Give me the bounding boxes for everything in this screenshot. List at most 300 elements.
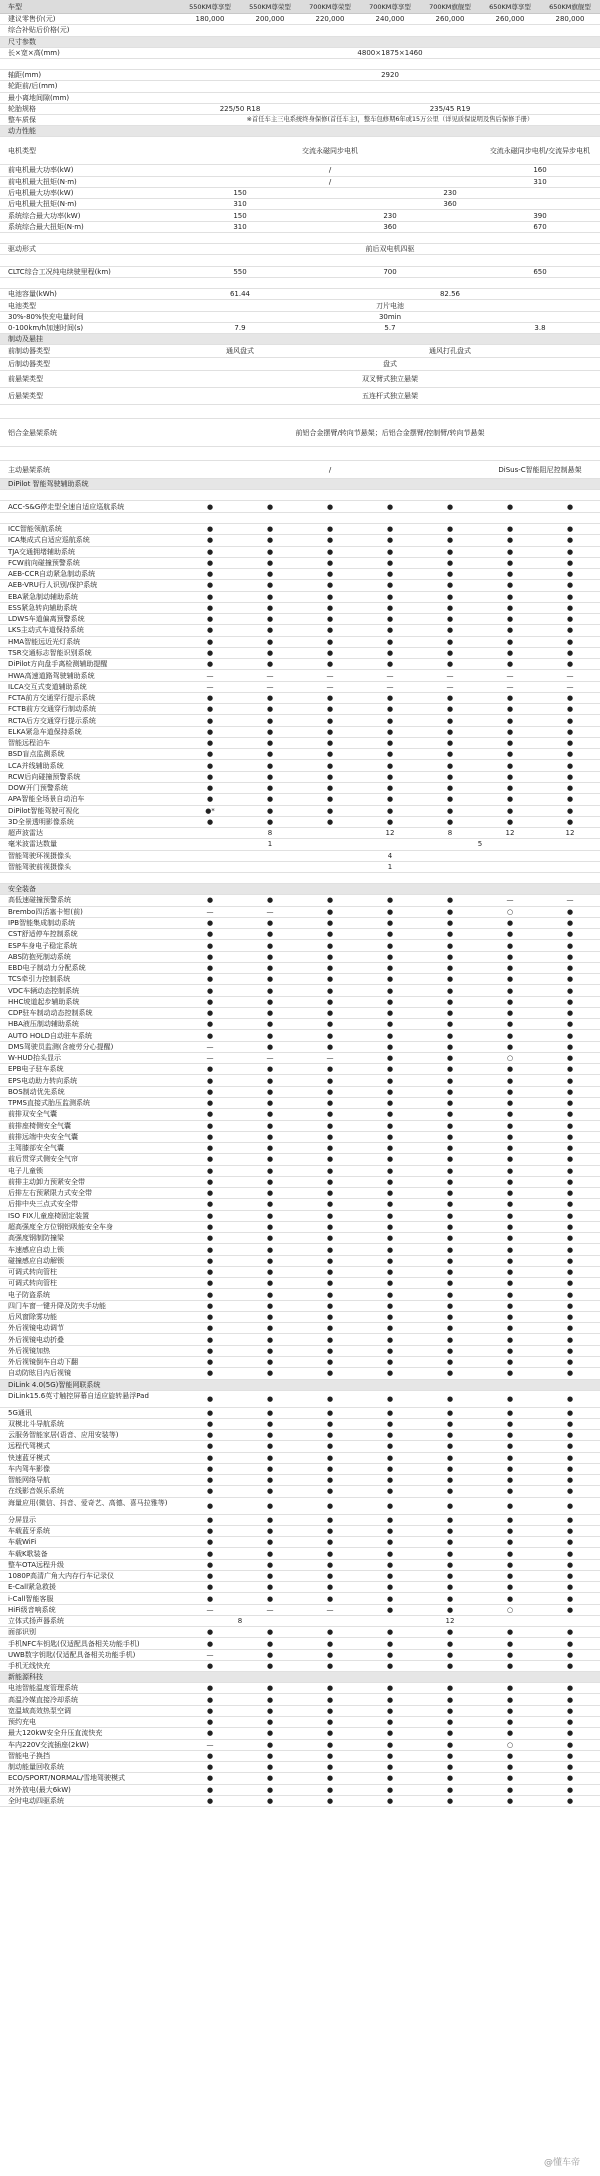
spec-label: HBA液压制动辅助系统: [8, 1020, 79, 1029]
spec-value: ●: [506, 626, 514, 635]
spec-value: ●: [386, 817, 394, 826]
spec-value: ●: [386, 536, 394, 545]
spec-value: ●: [206, 1538, 214, 1547]
spec-value: ●: [566, 1189, 574, 1198]
spec-value: ●: [566, 637, 574, 646]
spec-row: [0, 637, 600, 648]
spec-label: DOW开门预警系统: [8, 784, 68, 793]
spec-value: ●: [446, 705, 454, 714]
spec-value: ●: [446, 1501, 454, 1510]
spec-value: ●: [386, 1419, 394, 1428]
spec-label: 轮胎规格: [8, 104, 36, 113]
spec-row: [0, 794, 600, 805]
spec-value: ●: [566, 1245, 574, 1254]
spec-label: ESP车身电子稳定系统: [8, 941, 78, 950]
spec-value: ●: [206, 975, 214, 984]
spec-value: ●: [386, 1234, 394, 1243]
spec-value: ●: [386, 1245, 394, 1254]
spec-value: ●: [266, 1751, 274, 1760]
spec-value: ●: [386, 649, 394, 657]
spec-row: [0, 312, 600, 323]
spec-value: ●: [506, 1200, 514, 1209]
spec-value: ●: [386, 1650, 394, 1659]
spec-label: LKS主动式车道保持系统: [8, 626, 84, 635]
spec-value: ●: [506, 1583, 514, 1592]
spec-value: ●: [326, 784, 334, 793]
spec-value: ●: [446, 603, 454, 612]
header-label: 车型: [8, 2, 22, 11]
spec-value: ●: [206, 1031, 214, 1040]
spec-label: 电池容量(kWh): [8, 290, 57, 299]
spec-value: ●: [326, 592, 334, 601]
spec-label: LDWS车道偏离预警系统: [8, 615, 85, 624]
spec-value: ●: [506, 1132, 514, 1141]
spec-label: 后排中央三点式安全带: [8, 1200, 78, 1209]
spec-value: ●: [206, 1476, 214, 1485]
spec-value: ●: [566, 997, 574, 1006]
spec-row: [0, 715, 600, 726]
spec-row: [0, 547, 600, 558]
spec-value: ●: [566, 1346, 574, 1355]
spec-value: ●: [206, 1729, 214, 1738]
spec-value: 5.7: [384, 324, 396, 333]
spec-value: ●: [206, 817, 214, 826]
spec-value: 550: [233, 267, 247, 276]
spec-value: ●: [386, 1335, 394, 1344]
spec-value: ●: [266, 1009, 274, 1018]
spec-value: ●: [326, 1132, 334, 1141]
spec-value: ●: [386, 1740, 394, 1749]
spec-label: 分屏显示: [8, 1515, 36, 1524]
spec-value: ●: [566, 1099, 574, 1108]
spec-value: ●: [566, 1501, 574, 1510]
spec-value: ●: [386, 1279, 394, 1288]
spec-value: ●: [446, 1166, 454, 1175]
spec-label: VDC车辆动态控制系统: [8, 986, 80, 995]
spec-value: ●: [266, 1763, 274, 1772]
spec-value: ●: [566, 1042, 574, 1051]
spec-value: ●: [266, 1121, 274, 1130]
spec-value: ●: [506, 1549, 514, 1558]
spec-value: ●: [566, 1394, 574, 1403]
spec-value: ●: [446, 1419, 454, 1428]
spec-value: ●: [506, 581, 514, 590]
spec-value: ●: [386, 1560, 394, 1569]
spec-value: ●: [446, 761, 454, 770]
spec-value: ●: [566, 1740, 574, 1749]
spec-row: [0, 1132, 600, 1143]
spec-label: EBD电子制动力分配系统: [8, 964, 86, 973]
spec-value: ●: [446, 1177, 454, 1186]
spec-label: AEB-CCR自动紧急制动系统: [8, 570, 96, 579]
spec-label: AEB-VRU行人识别/保护系统: [8, 581, 98, 590]
spec-row: [0, 1098, 600, 1109]
spec-value: 230: [443, 188, 457, 197]
spec-value: ●: [206, 772, 214, 781]
spec-value: ●: [446, 1515, 454, 1524]
spec-value: ●: [446, 1774, 454, 1783]
spec-row: [0, 1256, 600, 1267]
spec-value: ●: [386, 975, 394, 984]
spec-value: ●: [326, 1774, 334, 1783]
spec-value: ●: [506, 1166, 514, 1175]
spec-label: 前电机最大扭矩(N·m): [8, 177, 77, 186]
spec-value: ●: [446, 907, 454, 916]
spec-value: ●: [326, 558, 334, 567]
spec-row: [0, 603, 600, 614]
spec-value: ●: [266, 784, 274, 793]
spec-value: ●: [266, 1177, 274, 1186]
spec-row: [0, 918, 600, 929]
spec-value: ●: [386, 1431, 394, 1440]
spec-value: ●: [266, 592, 274, 601]
spec-value: ●: [206, 1245, 214, 1254]
spec-value: 3.8: [534, 324, 546, 333]
spec-value: ●: [206, 1464, 214, 1473]
spec-value: ●: [446, 502, 454, 511]
spec-row: [0, 1751, 600, 1762]
spec-value: ●: [506, 1155, 514, 1164]
spec-value: ●: [566, 918, 574, 927]
spec-value: ●: [446, 1628, 454, 1637]
spec-value: ●: [386, 660, 394, 669]
spec-value: ●: [266, 918, 274, 927]
spec-label: TCS牵引力控制系统: [8, 975, 71, 984]
spec-value: ●: [446, 750, 454, 759]
spec-value: ●: [446, 1076, 454, 1085]
spec-value: ●: [206, 615, 214, 624]
spec-value: ●: [206, 1572, 214, 1581]
spec-label: [8, 513, 182, 523]
spec-value: ●: [326, 660, 334, 669]
spec-value: ●: [326, 1560, 334, 1569]
spec-value: ●: [326, 975, 334, 984]
spec-value: —: [386, 682, 394, 691]
spec-label: [8, 447, 182, 460]
spec-value: ●: [506, 1279, 514, 1288]
spec-value: ●: [506, 603, 514, 612]
spec-value: ●: [206, 1560, 214, 1569]
spec-value: —: [566, 896, 574, 905]
table-header-row: [0, 0, 600, 14]
spec-label: 双模北斗导航系统: [8, 1419, 64, 1428]
spec-value: ●: [266, 727, 274, 736]
spec-value: ●: [206, 1583, 214, 1592]
spec-value: ●: [446, 1245, 454, 1254]
spec-label: CLTC综合工况纯电续驶里程(km): [8, 267, 111, 276]
spec-value: ●: [506, 784, 514, 793]
spec-value: ●: [386, 739, 394, 748]
spec-value: ●: [566, 1526, 574, 1535]
spec-value: ●: [506, 930, 514, 939]
spec-value: ●: [386, 502, 394, 511]
spec-value: ●: [446, 1751, 454, 1760]
spec-value: ●: [206, 1394, 214, 1403]
section-header: [0, 334, 600, 345]
spec-value: ●: [206, 637, 214, 646]
spec-value: ●: [566, 1211, 574, 1220]
spec-value: 310: [233, 200, 247, 209]
spec-value: ●: [266, 1628, 274, 1637]
spec-value: ●: [506, 649, 514, 657]
spec-row: [0, 806, 600, 817]
spec-row: [0, 300, 600, 311]
spec-value: —: [446, 682, 454, 691]
spec-row: [0, 188, 600, 199]
spec-value: 4800×1875×1460: [357, 48, 423, 57]
spec-value: ●: [326, 1549, 334, 1558]
spec-value: ●: [506, 806, 514, 815]
spec-value: ●: [446, 952, 454, 961]
spec-row: [0, 1030, 600, 1041]
spec-value: ●: [386, 1369, 394, 1378]
spec-value: ●: [206, 896, 214, 905]
spec-row: [0, 1154, 600, 1165]
spec-label: ICA集成式自适应巡航系统: [8, 536, 90, 545]
spec-value: ●: [326, 1572, 334, 1581]
spec-value: ●: [446, 581, 454, 590]
spec-value: 盘式: [383, 360, 397, 369]
spec-value: ●: [206, 1706, 214, 1715]
spec-value: ○: [506, 1605, 514, 1614]
spec-value: ●: [566, 1487, 574, 1496]
spec-value: 82.56: [439, 290, 461, 299]
spec-value: ●: [266, 761, 274, 770]
spec-value: ●: [386, 1549, 394, 1558]
spec-value: ●: [386, 1639, 394, 1648]
spec-label: [8, 233, 182, 243]
spec-value: ●: [266, 1729, 274, 1738]
spec-value: ●: [386, 1684, 394, 1693]
spec-value: ●: [386, 581, 394, 590]
section-header: [0, 37, 600, 48]
spec-value: ●: [386, 1031, 394, 1040]
spec-value: 700: [383, 267, 397, 276]
spec-value: ●: [206, 1369, 214, 1378]
spec-value: ●: [326, 1279, 334, 1288]
spec-value: ●: [326, 536, 334, 545]
spec-value: ●: [386, 1785, 394, 1794]
spec-value: ●*: [205, 806, 215, 815]
spec-value: ●: [506, 1177, 514, 1186]
spec-value: ●: [326, 1408, 334, 1417]
spec-value: ●: [506, 727, 514, 736]
spec-label: 轮距前/后(mm): [8, 82, 58, 91]
spec-row: [0, 1475, 600, 1486]
spec-label: 全时电动四驱系统: [8, 1796, 64, 1805]
spec-value: ●: [566, 1515, 574, 1524]
spec-row: [0, 1773, 600, 1784]
spec-value: ●: [506, 1729, 514, 1738]
spec-value: ●: [386, 964, 394, 973]
spec-value: ●: [446, 1324, 454, 1333]
spec-label: 后电机最大功率(kW): [8, 188, 74, 197]
spec-value: ●: [266, 1335, 274, 1344]
spec-value: 240,000: [375, 15, 405, 24]
spec-value: ●: [566, 1605, 574, 1614]
spec-value: 12: [505, 829, 515, 838]
spec-value: ●: [386, 1501, 394, 1510]
spec-value: 230: [383, 211, 397, 220]
spec-value: ●: [326, 1751, 334, 1760]
spec-value: ●: [566, 1279, 574, 1288]
spec-value: ●: [386, 1774, 394, 1783]
spec-value: ●: [566, 930, 574, 939]
spec-value: /: [328, 166, 332, 175]
spec-value: ●: [326, 1031, 334, 1040]
spec-row: [0, 569, 600, 580]
spec-row: [0, 1289, 600, 1300]
spec-value: ●: [326, 1695, 334, 1704]
spec-value: /: [328, 177, 332, 186]
spec-value: ●: [566, 784, 574, 793]
spec-value: 670: [533, 222, 547, 231]
spec-value: ●: [266, 1076, 274, 1085]
spec-label: ECO/SPORT/NORMAL/雪地驾驶模式: [8, 1774, 126, 1783]
spec-value: ●: [446, 727, 454, 736]
spec-row: [0, 137, 600, 165]
spec-value: ●: [266, 1785, 274, 1794]
spec-label: TSR交通标志智能识别系统: [8, 649, 92, 657]
spec-row: [0, 614, 600, 625]
spec-value: 通风打孔盘式: [429, 347, 471, 356]
spec-value: ●: [326, 603, 334, 612]
spec-value: ●: [326, 1729, 334, 1738]
spec-value: ●: [326, 1650, 334, 1659]
spec-value: ●: [566, 1718, 574, 1727]
spec-row: [0, 1695, 600, 1706]
section-title: 动力性能: [8, 127, 36, 136]
spec-value: ●: [266, 1166, 274, 1175]
spec-value: ●: [386, 1763, 394, 1772]
spec-row: [0, 670, 600, 681]
spec-value: ●: [266, 547, 274, 556]
spec-value: ●: [326, 1166, 334, 1175]
spec-value: ●: [386, 1394, 394, 1403]
spec-value: ●: [326, 1009, 334, 1018]
spec-label: EBA紧急制动辅助系统: [8, 592, 79, 601]
spec-value: ●: [386, 1121, 394, 1130]
spec-value: —: [206, 682, 214, 691]
spec-value: ●: [446, 694, 454, 703]
spec-value: ●: [446, 558, 454, 567]
spec-value: ●: [206, 952, 214, 961]
spec-value: ●: [566, 581, 574, 590]
spec-value: ●: [566, 1431, 574, 1440]
spec-value: —: [566, 671, 574, 680]
spec-row: [0, 1042, 600, 1053]
spec-value: 280,000: [555, 15, 585, 24]
spec-row: [0, 419, 600, 447]
spec-value: ●: [446, 772, 454, 781]
spec-value: ●: [446, 1729, 454, 1738]
spec-value: ●: [266, 997, 274, 1006]
spec-value: ●: [506, 615, 514, 624]
spec-value: ●: [386, 1729, 394, 1738]
spec-value: ●: [266, 1583, 274, 1592]
spec-label: IPB智能集成制动系统: [8, 918, 76, 927]
spec-label: 车载蓝牙系统: [8, 1526, 50, 1535]
spec-label: 外后视镜倒车自动下翻: [8, 1358, 78, 1367]
spec-value: ●: [446, 1054, 454, 1063]
spec-value: ●: [506, 1684, 514, 1693]
spec-label: ACC-S&G停走型全速自适应巡航系统: [8, 502, 125, 511]
spec-label: [8, 490, 182, 500]
spec-row: [0, 1019, 600, 1030]
spec-value: ●: [266, 806, 274, 815]
spec-row: [0, 535, 600, 546]
spec-value: ●: [266, 1144, 274, 1153]
spec-value: ●: [446, 1189, 454, 1198]
spec-label: [8, 59, 182, 69]
spec-value: ●: [326, 1796, 334, 1805]
spec-value: ●: [566, 694, 574, 703]
spec-value: ●: [326, 964, 334, 973]
spec-value: ●: [506, 1662, 514, 1671]
variant-header: 650KM尊享型: [489, 2, 531, 11]
spec-value: —: [326, 1605, 334, 1614]
spec-value: ●: [206, 694, 214, 703]
spec-value: 310: [233, 222, 247, 231]
spec-value: ●: [206, 1290, 214, 1299]
spec-value: ●: [206, 547, 214, 556]
spec-value: ●: [566, 1442, 574, 1451]
spec-value: ●: [566, 1729, 574, 1738]
spec-row: [0, 1486, 600, 1497]
spec-label: 车内驾车影像: [8, 1464, 50, 1473]
spec-label: HiFi级音响系统: [8, 1605, 56, 1614]
spec-row: [0, 104, 600, 115]
spec-row: [0, 1301, 600, 1312]
spec-value: ●: [206, 918, 214, 927]
spec-value: ●: [326, 1501, 334, 1510]
spec-value: ●: [206, 750, 214, 759]
spec-label: 主驾膝部安全气囊: [8, 1144, 64, 1153]
spec-value: ●: [206, 1796, 214, 1805]
spec-value: 交流永磁同步电机/交流异步电机: [489, 146, 591, 155]
spec-value: ●: [566, 1110, 574, 1119]
spec-value: ●: [446, 1009, 454, 1018]
spec-value: ●: [386, 592, 394, 601]
spec-value: ●: [266, 941, 274, 950]
spec-value: ●: [266, 1695, 274, 1704]
spec-value: ●: [506, 1751, 514, 1760]
spec-value: ●: [386, 1594, 394, 1603]
spec-value: ●: [326, 1121, 334, 1130]
spec-row: [0, 244, 600, 255]
spec-value: ●: [386, 1313, 394, 1322]
spec-label: 对外放电(最大6kW): [8, 1785, 71, 1794]
spec-value: ●: [446, 1211, 454, 1220]
spec-row: [0, 682, 600, 693]
spec-row: [0, 1740, 600, 1751]
spec-value: ●: [206, 784, 214, 793]
spec-value: ●: [206, 649, 214, 657]
spec-value: ●: [566, 1572, 574, 1581]
section-title: DiPilot 智能驾驶辅助系统: [8, 480, 89, 489]
spec-value: 260,000: [495, 15, 525, 24]
spec-row: [0, 1683, 600, 1694]
spec-value: 1: [387, 862, 393, 871]
spec-row: [0, 1357, 600, 1368]
spec-value: 5: [477, 840, 483, 849]
spec-value: ●: [506, 1324, 514, 1333]
spec-value: ●: [446, 739, 454, 748]
spec-row: [0, 1267, 600, 1278]
spec-row: [0, 1441, 600, 1452]
spec-value: ●: [446, 1560, 454, 1569]
spec-value: ●: [266, 1526, 274, 1535]
